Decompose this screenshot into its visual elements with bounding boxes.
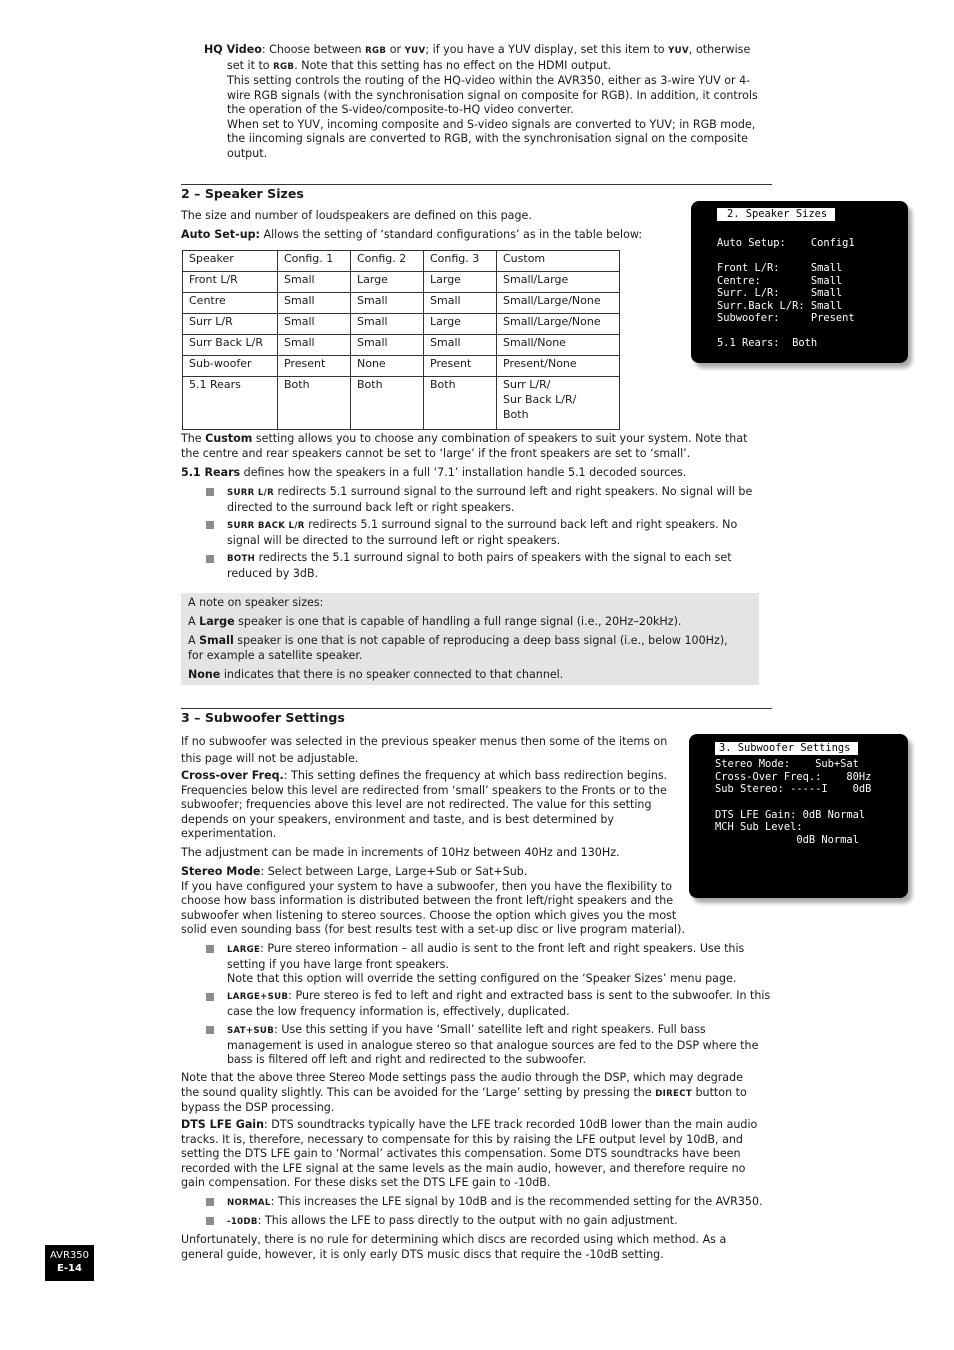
subwoofer-intro: If no subwoofer was selected in the previous speaker menus then some of the items on this page will not be adjustable.	[181, 735, 668, 765]
table-cell: Present/None	[497, 356, 620, 377]
table-cell: Large	[351, 272, 424, 293]
closing-text: Unfortunately, there is no rule for determining which discs are recorded using which method. As a general guide, however, it is only early DTS music discs that require the -10dB setting.	[181, 1233, 727, 1261]
bullet-marker	[206, 521, 214, 529]
osd-line: Centre: Small	[717, 275, 843, 287]
table-cell: Sub-woofer	[183, 356, 278, 377]
table-cell: Large	[424, 272, 497, 293]
dts-lfe-text: DTS LFE Gain: DTS soundtracks typically have the LFE track recorded 10dB lower than the main audio tracks. It is, therefore, necessary to compensate for this by raising the LFE output level by 10dB, and setting the DTS LFE gain to ‘Normal’ activates this compensation. Some DTS soundtracks have been recorded with the LFE signal at the same levels as the main audio, however, and therefore require no gain compensation. For these disks set the DTS LFE gain to -10dB.	[181, 1118, 758, 1189]
table-row	[183, 335, 620, 356]
list-item: BOTH redirects the 5.1 surround signal to both pairs of speakers with the signal to each set reduced by 3dB.	[227, 551, 732, 580]
table-header: Config. 2	[351, 251, 424, 272]
table-cell: Small/Large	[497, 272, 620, 293]
osd-line: Surr. L/R: Small	[717, 287, 843, 299]
subwoofer-settings-osd-screen	[689, 734, 908, 898]
table-row	[183, 377, 620, 430]
section-divider	[181, 708, 772, 709]
osd-line: Sub Stereo: -----I 0dB	[715, 783, 872, 795]
osd-title: 2. Speaker Sizes	[717, 208, 835, 221]
list-item: SURR BACK L/R redirects 5.1 surround signal to the surround back left and right speakers. No signal will be directed to the surround left or right speakers.	[227, 518, 738, 547]
hq-video-section	[204, 43, 772, 161]
table-header: Speaker	[183, 251, 278, 272]
table-cell: Both	[351, 377, 424, 430]
table-cell: None	[351, 356, 424, 377]
table-cell: Large	[424, 314, 497, 335]
osd-line: Cross-Over Freq.: 80Hz	[715, 771, 872, 783]
osd-line: Auto Setup: Config1	[717, 237, 855, 249]
table-cell: Small	[278, 272, 351, 293]
list-item: LARGE: Pure stereo information – all audio is sent to the front left and right speakers. Use this setting if you have large front speakers. Note that this option will override the setting configured on the ‘Speaker Sizes’ menu page.	[227, 942, 745, 985]
note-title: A note on speaker sizes:	[188, 596, 324, 609]
hq-video-line1: HQ Video: Choose between RGB or YUV; if you have a YUV display, set this item to YUV, otherwise	[204, 43, 751, 56]
list-item: LARGE+SUB: Pure stereo is fed to left and right and extracted bass is sent to the subwoofer. In this case the low frequency information is, effectively, duplicated.	[227, 989, 771, 1018]
footer-model: AVR350	[49, 1250, 90, 1261]
table-row	[183, 272, 620, 293]
table-cell: Small/Large/None	[497, 314, 620, 335]
table-cell: Small	[351, 335, 424, 356]
page-footer-badge	[45, 1245, 94, 1281]
osd-line: MCH Sub Level:	[715, 821, 803, 833]
table-header-row	[183, 251, 620, 272]
dsp-note: Note that the above three Stereo Mode settings pass the audio through the DSP, which may degrade the sound quality slightly. This can be avoided for the ‘Large’ setting by pressing the DIRECT button to bypass the DSP processing.	[181, 1071, 747, 1114]
increments-text: The adjustment can be made in increments of 10Hz between 40Hz and 130Hz.	[181, 846, 620, 859]
bullet-marker	[206, 993, 214, 1001]
footer-page-number: E-14	[57, 1263, 82, 1274]
table-cell: Both	[424, 377, 497, 430]
osd-title: 3. Subwoofer Settings	[715, 742, 858, 755]
table-row	[183, 314, 620, 335]
table-cell: Small	[424, 293, 497, 314]
osd-line: Surr.Back L/R: Small	[717, 300, 843, 312]
osd-line: Stereo Mode: Sub+Sat	[715, 758, 859, 770]
table-cell: Small/Large/None	[497, 293, 620, 314]
bullet-marker	[206, 1217, 214, 1225]
list-item: SAT+SUB: Use this setting if you have ‘Small’ satellite left and right speakers. Full bass management is used in analogue stereo so that analogue sources are fed to the DSP where the bass is filtered off left and right and redirected to the subwoofer.	[227, 1023, 759, 1066]
osd-line: DTS LFE Gain: 0dB Normal	[715, 809, 866, 821]
speaker-sizes-heading: 2 – Speaker Sizes	[181, 186, 304, 201]
note-none: None indicates that there is no speaker connected to that channel.	[188, 668, 564, 681]
speaker-config-table	[182, 250, 620, 430]
auto-setup-text: Auto Set-up: Allows the setting of ‘standard configurations’ as in the table below:	[181, 228, 643, 241]
table-row	[183, 356, 620, 377]
table-cell: Small	[278, 335, 351, 356]
table-cell: Small/None	[497, 335, 620, 356]
subwoofer-settings-heading: 3 – Subwoofer Settings	[181, 710, 345, 725]
table-cell: Centre	[183, 293, 278, 314]
bullet-marker	[206, 488, 214, 496]
table-header: Config. 1	[278, 251, 351, 272]
table-cell: Small	[278, 293, 351, 314]
section-divider	[181, 184, 772, 185]
table-cell: Small	[278, 314, 351, 335]
osd-line: 5.1 Rears: Both	[717, 337, 818, 349]
rears-text: 5.1 Rears defines how the speakers in a full ‘7.1’ installation handle 5.1 decoded sources.	[181, 466, 687, 479]
osd-line: 0dB Normal	[715, 834, 859, 846]
list-item: -10DB: This allows the LFE to pass directly to the output with no gain adjustment.	[227, 1214, 678, 1227]
bullet-marker	[206, 555, 214, 563]
table-cell: Small	[351, 293, 424, 314]
table-cell: Both	[278, 377, 351, 430]
bullet-marker	[206, 945, 214, 953]
osd-line: Front L/R: Small	[717, 262, 843, 274]
table-cell: 5.1 Rears	[183, 377, 278, 430]
bullet-marker	[206, 1198, 214, 1206]
speaker-sizes-osd-screen	[691, 201, 908, 363]
table-cell: Present	[278, 356, 351, 377]
custom-setting-text: The Custom setting allows you to choose any combination of speakers to suit your system. Note that the centre and rear speakers cannot be set to ‘large’ if the front speakers are set to ‘small’.	[181, 432, 748, 460]
table-cell: Present	[424, 356, 497, 377]
speaker-sizes-intro: The size and number of loudspeakers are defined on this page.	[181, 209, 532, 222]
bullet-marker	[206, 1026, 214, 1034]
table-row	[183, 293, 620, 314]
table-header: Config. 3	[424, 251, 497, 272]
stereo-mode-text: Stereo Mode: Select between Large, Large+Sub or Sat+Sub. If you have configured your system to have a subwoofer, then you have the flexibility to choose how bass information is distributed between the front left/right speakers and the subwoofer when listening to stereo sources. Choose the option which gives you the most solid even sounding bass (for best results test with a set-up disc or live program material).	[181, 865, 685, 936]
table-cell: Surr L/R/ Sur Back L/R/ Both	[497, 377, 620, 430]
list-item: SURR L/R redirects 5.1 surround signal to the surround left and right speakers. No signal will be directed to the surround back left or right speakers.	[227, 485, 753, 514]
table-cell: Surr L/R	[183, 314, 278, 335]
table-cell: Small	[424, 335, 497, 356]
table-header: Custom	[497, 251, 620, 272]
osd-line: Subwoofer: Present	[717, 312, 855, 324]
note-small: A Small speaker is one that is not capable of reproducing a deep bass signal (i.e., below 100Hz), for example a satellite speaker.	[188, 634, 728, 662]
hq-video-routing: This setting controls the routing of the HQ-video within the AVR350, either as 3-wire YUV or 4-wire RGB signals (with the synchronisation signal on composite for RGB). In addition, it controls the operation of the S-video/composite-to-HQ video converter.	[227, 74, 758, 116]
hq-video-conversion: When set to YUV, incoming composite and S-video signals are converted to YUV; in RGB mode, the iincoming signals are converted to RGB, with the synchronisation signal on the composite output.	[227, 117, 756, 160]
note-large: A Large speaker is one that is capable of handling a full range signal (i.e., 20Hz–20kHz).	[188, 615, 682, 628]
speaker-size-note-box	[181, 593, 759, 685]
crossover-text: Cross-over Freq.: This setting defines the frequency at which bass redirection begins. Frequencies below this level are redirected from ‘small’ speakers to the Fronts or to the subwoofer; frequencies above this level are not redirected. The value for this setting depends on your speakers, environment and taste, and is best determined by experimentation.	[181, 769, 668, 840]
table-cell: Small	[351, 314, 424, 335]
hq-video-line2: set it to RGB. Note that this setting has no effect on the HDMI output.	[227, 58, 612, 72]
table-cell: Front L/R	[183, 272, 278, 293]
table-cell: Surr Back L/R	[183, 335, 278, 356]
list-item: NORMAL: This increases the LFE signal by 10dB and is the recommended setting for the AVR350.	[227, 1195, 763, 1208]
